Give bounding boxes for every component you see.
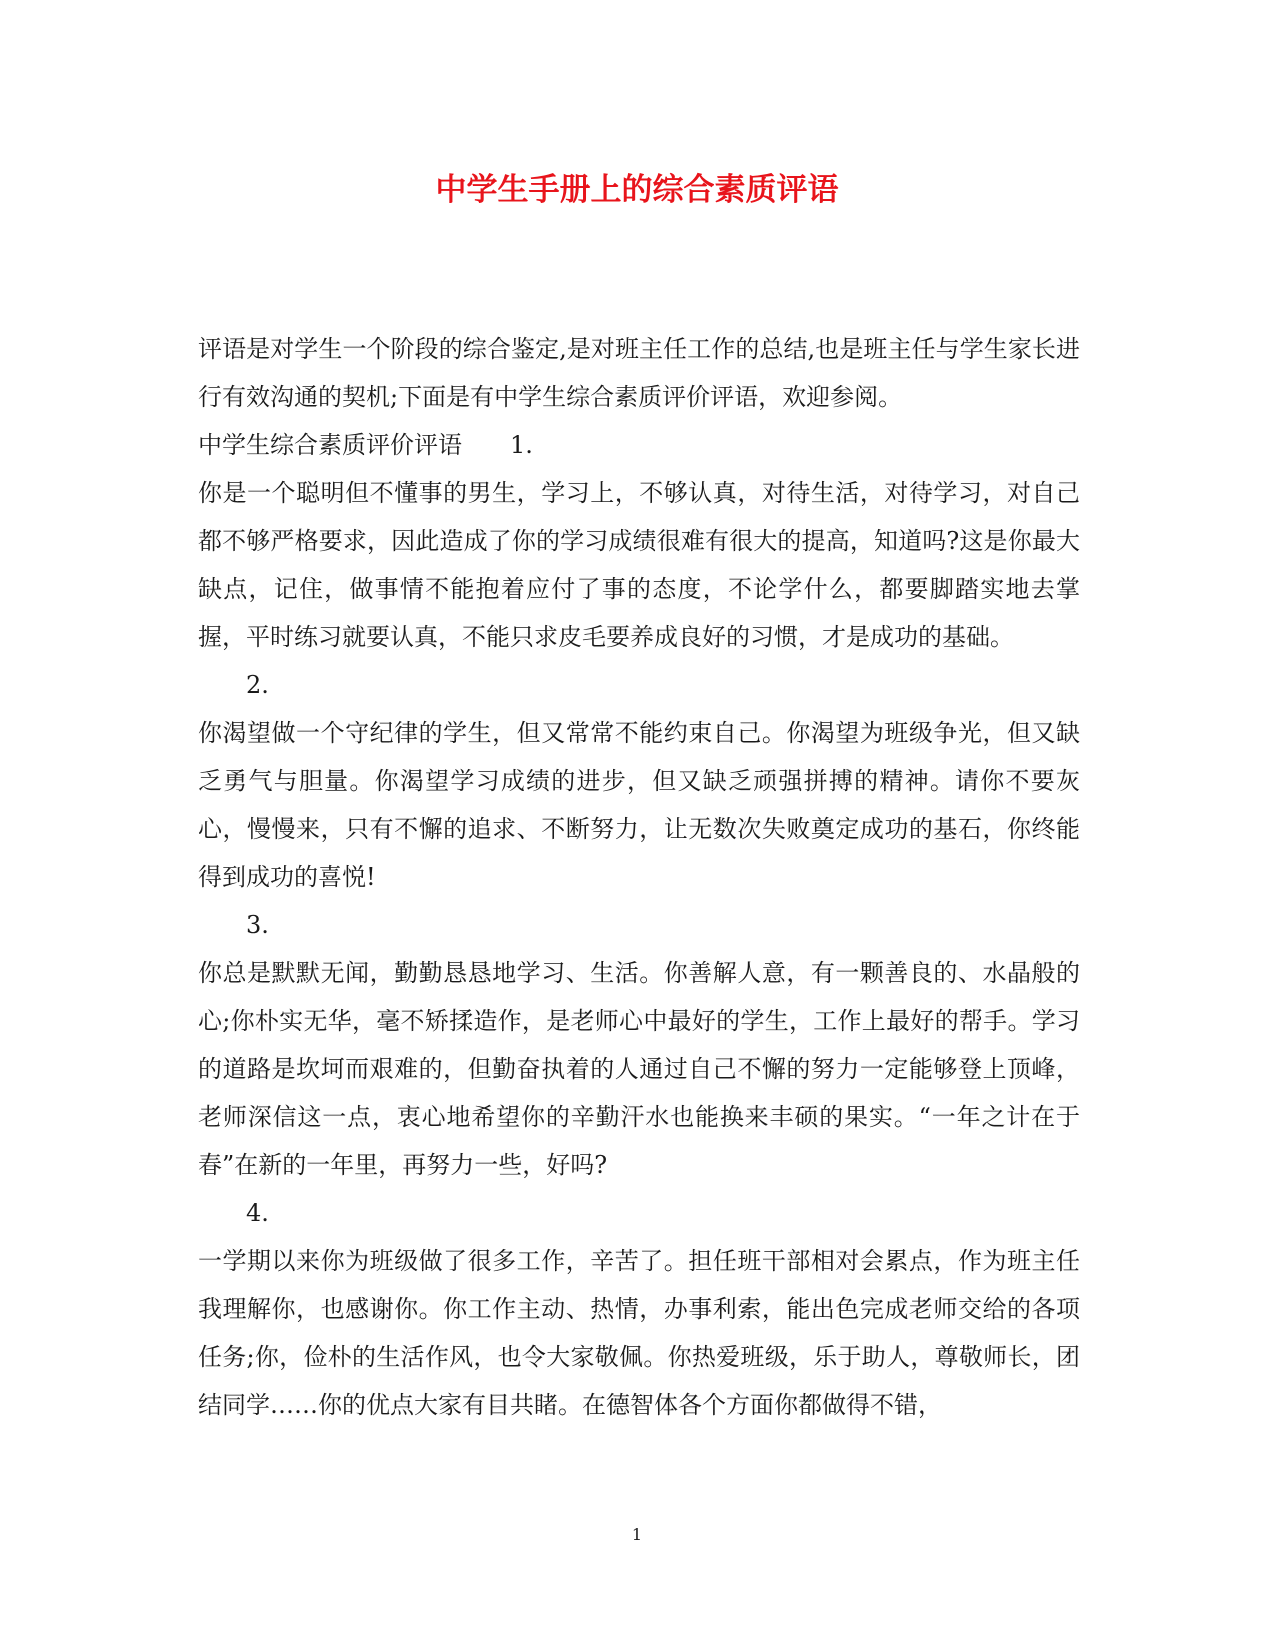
item-number-4: 4.	[246, 1199, 269, 1227]
item-text-2: 你渴望做一个守纪律的学生，但又常常不能约束自己。你渴望为班级争光，但又缺乏勇气与胆量。你渴望学习成绩的进步，但又缺乏顽强拼搏的精神。请你不要灰心，慢慢来，只有不懈的追求、不断努力，让无数次失败奠定成功的基石，你终能得到成功的喜悦!	[198, 719, 1080, 891]
item-text-3: 你总是默默无闻，勤勤恳恳地学习、生活。你善解人意，有一颗善良的、水晶般的心;你朴实无华，毫不矫揉造作，是老师心中最好的学生，工作上最好的帮手。学习的道路是坎坷而艰难的，但勤奋执着的人通过自己不懈的努力一定能够登上顶峰，老师深信这一点，衷心地希望你的辛勤汗水也能换来丰硕的果实。“一年之计在于春”在新的一年里，再努力一些，好吗?	[198, 959, 1080, 1179]
item-number-3: 3.	[246, 911, 269, 939]
item-text-4: 一学期以来你为班级做了很多工作，辛苦了。担任班干部相对会累点，作为班主任我理解你，也感谢你。你工作主动、热情，办事利索，能出色完成老师交给的各项任务;你，俭朴的生活作风，也令大家敬佩。你热爱班级，乐于助人，尊敬师长，团结同学……你的优点大家有目共睹。在德智体各个方面你都做得不错，	[198, 1247, 1080, 1419]
item-text-1: 你是一个聪明但不懂事的男生，学习上，不够认真，对待生活，对待学习，对自己都不够严格要求，因此造成了你的学习成绩很难有很大的提高，知道吗?这是你最大缺点，记住，做事情不能抱着应付了事的态度，不论学什么，都要脚踏实地去掌握，平时练习就要认真，不能只求皮毛要养成良好的习惯，才是成功的基础。	[198, 479, 1080, 651]
intro-paragraph: 评语是对学生一个阶段的综合鉴定,是对班主任工作的总结,也是班主任与学生家长进行有效沟通的契机;下面是有中学生综合素质评价评语，欢迎参阅。	[198, 335, 1080, 411]
section-heading: 中学生综合素质评价评语	[198, 431, 462, 459]
page-number: 1	[631, 1525, 643, 1544]
item-number-2: 2.	[246, 671, 269, 699]
item-number-1: 1.	[510, 431, 533, 459]
document-title: 中学生手册上的综合素质评语	[435, 172, 839, 208]
section-heading-line	[198, 421, 1080, 469]
document-body	[198, 325, 1080, 1429]
